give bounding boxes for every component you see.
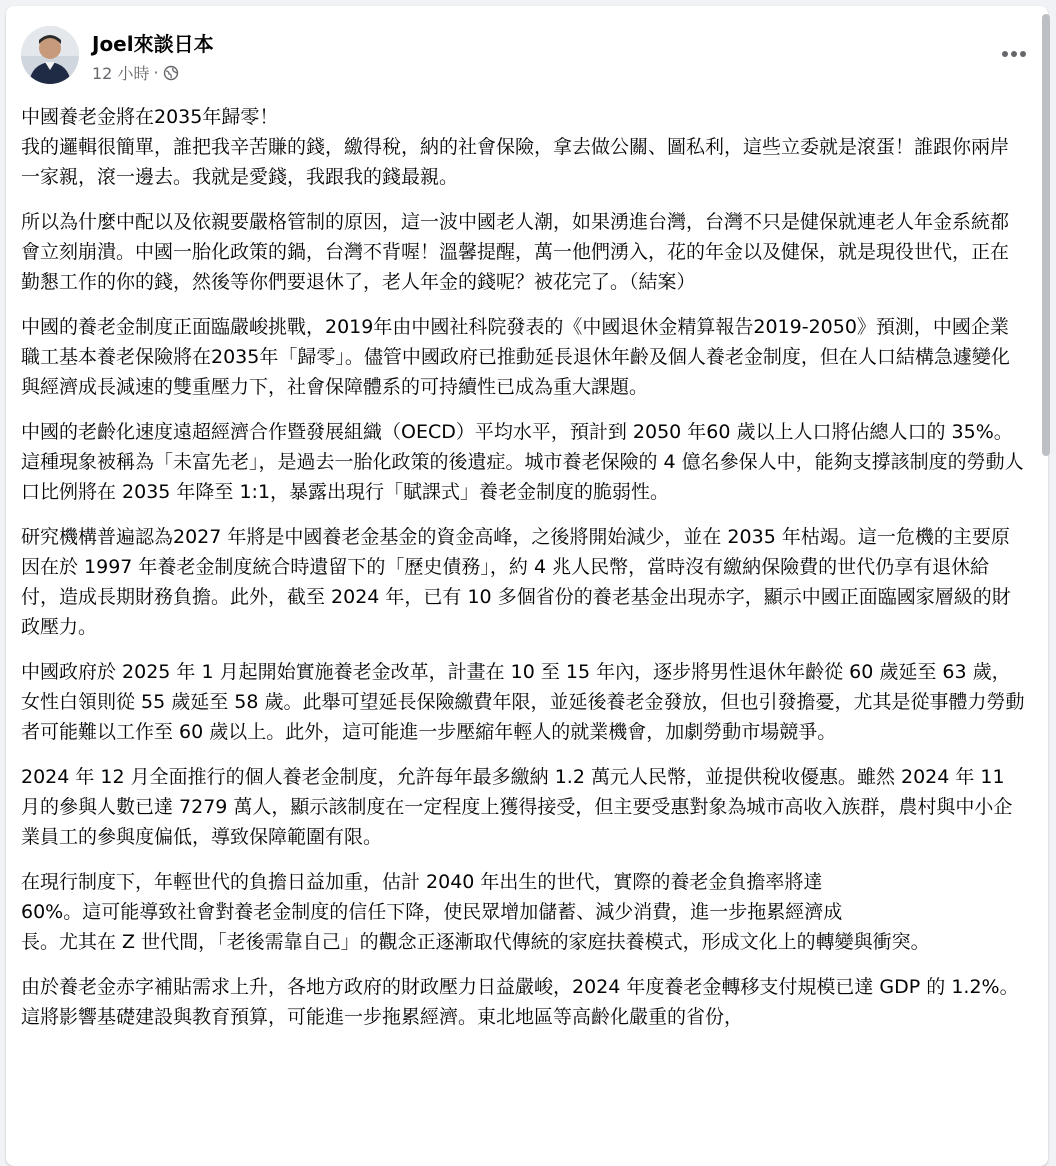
more-options-button[interactable] <box>994 32 1034 72</box>
post-paragraph: 在現行制度下，年輕世代的負擔日益加重，估計 2040 年出生的世代，實際的養老金負擔率將達 60%。這可能導致社會對養老金制度的信任下降，使民眾增加儲蓄、減少消費，進一步拖累經濟成 長。尤其在 Z 世代間，「老後需靠自己」的觀念正逐漸取代傳統的家庭扶養模式，形成文化上的轉變與衝突。 <box>21 871 930 953</box>
post-body <box>21 102 1026 1047</box>
post-paragraph: 2024 年 12 月全面推行的個人養老金制度，允許每年最多繳納 1.2 萬元人民幣，並提供稅收優惠。雖然 2024 年 11 月的參與人數已達 7279 萬人，顯示該制度在一定程度上獲得接受，但主要受惠對象為城市高收入族群，農村與中小企業員工的參與度偏低，導致保障範圍有限。 <box>21 766 1013 848</box>
post-paragraph: 中國養老金將在2035年歸零！ 我的邏輯很簡單，誰把我辛苦賺的錢，繳得稅，納的社會保險，拿去做公關、圖私利，這些立委就是滾蛋！誰跟你兩岸一家親，滾一邊去。我就是愛錢，我跟我的錢最親。 <box>21 106 1010 188</box>
post-paragraph: 中國的養老金制度正面臨嚴峻挑戰，2019年由中國社科院發表的《中國退休金精算報告2019-2050》預測，中國企業職工基本養老保險將在2035年「歸零」。儘管中國政府已推動延長退休年齡及個人養老金制度，但在人口結構急遽變化與經濟成長減速的雙重壓力下，社會保障體系的可持續性已成為重大課題。 <box>21 316 1010 398</box>
post-card <box>6 6 1048 1166</box>
post-meta <box>92 61 179 84</box>
post-paragraph: 由於養老金赤字補貼需求上升，各地方政府的財政壓力日益嚴峻，2024 年度養老金轉移支付規模已達 GDP 的 1.2%。這將影響基礎建設與教育預算，可能進一步拖累經濟。東北地區等高齡化嚴重的省份， <box>21 976 1019 1028</box>
post-paragraph: 中國政府於 2025 年 1 月起開始實施養老金改革，計畫在 10 至 15 年內，逐步將男性退休年齡從 60 歲延至 63 歲，女性白領則從 55 歲延至 58 歲。此舉可望延長保險繳費年限，並延後養老金發放，但也引發擔憂，尤其是從事體力勞動者可能難以工作至 60 歲以上。此外，這可能進一步壓縮年輕人的就業機會，加劇勞動市場競爭。 <box>21 661 1025 743</box>
post-paragraph: 中國的老齡化速度遠超經濟合作暨發展組織（OECD）平均水平，預計到 2050 年60 歲以上人口將佔總人口的 35%。這種現象被稱為「未富先老」，是過去一胎化政策的後遺症。城市養老保險的 4 億名參保人中，能夠支撐該制度的勞動人口比例將在 2035 年降至 1:1，暴露出現行「賦課式」養老金制度的脆弱性。 <box>21 421 1024 503</box>
scrollbar-thumb[interactable] <box>1042 14 1050 456</box>
more-horizontal-icon <box>1001 43 1027 62</box>
post-header <box>6 6 1048 92</box>
author-name[interactable]: Joel來談日本 <box>92 32 214 56</box>
globe-icon <box>163 65 179 81</box>
avatar[interactable] <box>21 26 79 84</box>
meta-separator: · <box>153 63 159 82</box>
post-timestamp[interactable]: 12 小時 <box>92 64 150 83</box>
post-paragraph: 研究機構普遍認為2027 年將是中國養老金基金的資金高峰，之後將開始減少，並在 2035 年枯竭。這一危機的主要原因在於 1997 年養老金制度統合時遺留下的「歷史債務」，約 4 兆人民幣，當時沒有繳納保險費的世代仍享有退休給付，造成長期財務負擔。此外，截至 2024 年，已有 10 多個省份的養老基金出現赤字，顯示中國正面臨國家層級的財政壓力。 <box>21 526 1011 638</box>
post-paragraph: 所以為什麼中配以及依親要嚴格管制的原因，這一波中國老人潮，如果湧進台灣，台灣不只是健保就連老人年金系統都會立刻崩潰。中國一胎化政策的鍋，台灣不背喔！溫馨提醒，萬一他們湧入，花的年金以及健保，就是現役世代，正在勤懇工作的你的錢，然後等你們要退休了，老人年金的錢呢？被花完了。（結案） <box>21 211 1010 293</box>
